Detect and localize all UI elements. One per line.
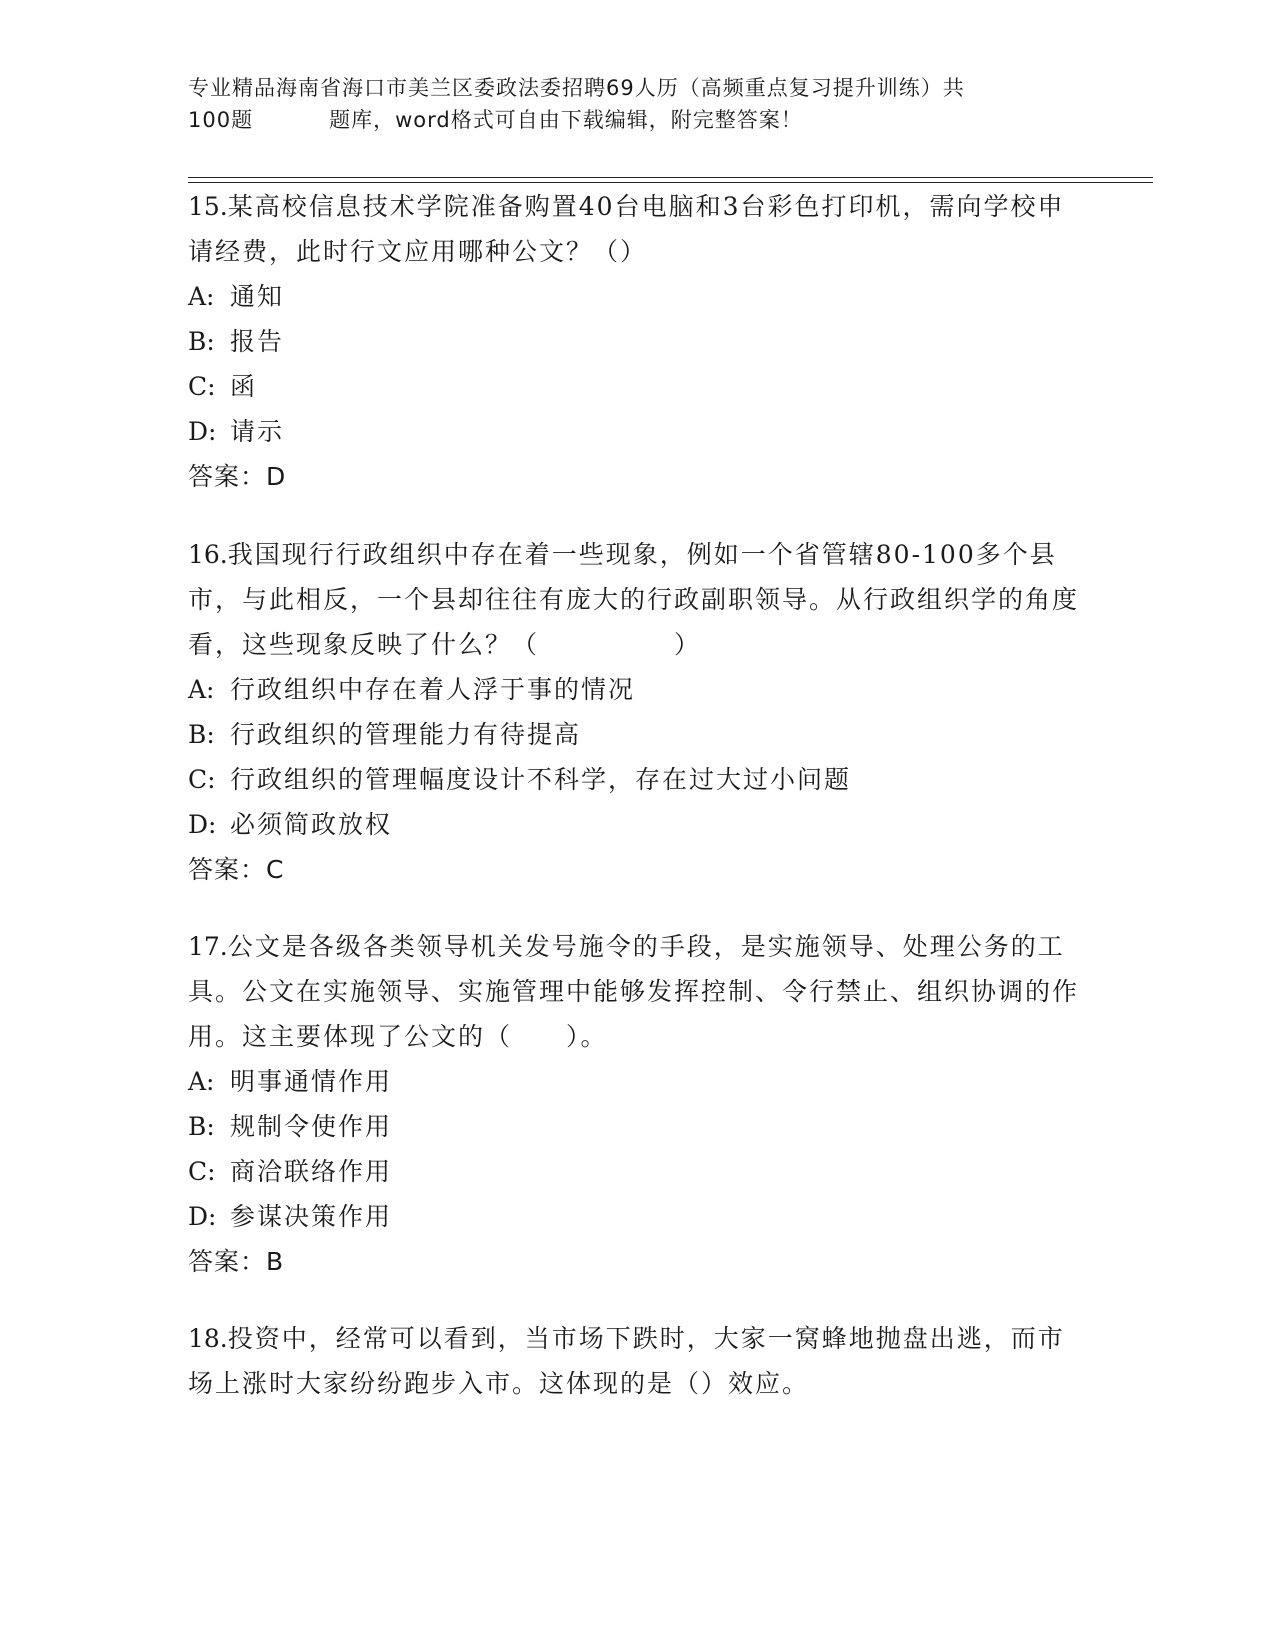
option-a xyxy=(188,667,1088,712)
option-c xyxy=(188,757,1088,802)
option-text: 行政组织中存在着人浮于事的情况 xyxy=(230,675,636,704)
answer: 答案：D xyxy=(188,462,287,491)
option-key: B: xyxy=(188,327,215,356)
question-15 xyxy=(188,184,1088,499)
option-d xyxy=(188,802,1088,847)
option-a xyxy=(188,274,1088,319)
question-number: 18. xyxy=(188,1324,228,1353)
option-text: 规制令使作用 xyxy=(230,1112,393,1141)
option-text: 请示 xyxy=(230,417,285,446)
header-question-count: 100题 xyxy=(188,108,254,132)
question-body: 公文是各级各类领导机关发号施令的手段，是实施领导、处理公务的工具。公文在实施领导、实施管理中能够发挥控制、令行禁止、组织协调的作用。这主要体现了公文的（ ）。 xyxy=(188,932,1080,1051)
option-key: C: xyxy=(188,1157,216,1186)
header-divider-top xyxy=(188,177,1153,178)
option-key: A: xyxy=(188,282,215,311)
question-text xyxy=(188,924,1088,1059)
option-b xyxy=(188,319,1088,364)
answer: 答案：B xyxy=(188,1247,285,1276)
option-d xyxy=(188,1194,1088,1239)
option-key: C: xyxy=(188,765,216,794)
option-key: D: xyxy=(188,1202,217,1231)
option-text: 行政组织的管理幅度设计不科学，存在过大过小问题 xyxy=(230,765,852,794)
question-18 xyxy=(188,1316,1088,1406)
option-text: 通知 xyxy=(230,282,285,311)
question-17 xyxy=(188,924,1088,1284)
option-text: 函 xyxy=(230,372,258,401)
question-body: 我国现行行政组织中存在着一些现象，例如一个省管辖80-100多个县市，与此相反，一个县却往往有庞大的行政副职领导。从行政组织学的角度看，这些现象反映了什么？（ ） xyxy=(188,540,1080,659)
question-number: 16. xyxy=(188,540,228,569)
option-text: 商洽联络作用 xyxy=(230,1157,393,1186)
header-title-line-2 xyxy=(188,104,1088,136)
option-key: B: xyxy=(188,720,215,749)
question-text xyxy=(188,184,1088,274)
question-body: 某高校信息技术学院准备购置40台电脑和3台彩色打印机，需向学校申请经费，此时行文应用哪种公文？（） xyxy=(188,192,1065,266)
option-key: A: xyxy=(188,1067,215,1096)
option-key: A: xyxy=(188,675,215,704)
option-c xyxy=(188,364,1088,409)
header-subtitle: 题库，word格式可自由下载编辑，附完整答案！ xyxy=(329,108,803,132)
option-text: 行政组织的管理能力有待提高 xyxy=(230,720,582,749)
question-number: 17. xyxy=(188,932,228,961)
option-a xyxy=(188,1059,1088,1104)
option-text: 明事通情作用 xyxy=(230,1067,393,1096)
option-key: D: xyxy=(188,417,217,446)
option-key: D: xyxy=(188,810,217,839)
option-key: C: xyxy=(188,372,216,401)
question-text xyxy=(188,532,1088,667)
option-d xyxy=(188,409,1088,454)
option-text: 必须简政放权 xyxy=(230,810,393,839)
option-text: 报告 xyxy=(230,327,285,356)
option-b xyxy=(188,1104,1088,1149)
question-body: 投资中，经常可以看到，当市场下跌时，大家一窝蜂地抛盘出逃，而市场上涨时大家纷纷跑步入市。这体现的是（）效应。 xyxy=(188,1324,1065,1398)
option-b xyxy=(188,712,1088,757)
question-16 xyxy=(188,532,1088,892)
answer: 答案：C xyxy=(188,855,285,884)
header-title-line-1: 专业精品海南省海口市美兰区委政法委招聘69人历（高频重点复习提升训练）共 xyxy=(188,76,965,100)
option-text: 参谋决策作用 xyxy=(230,1202,393,1231)
document-header xyxy=(188,72,1088,136)
question-text xyxy=(188,1316,1088,1406)
header-divider-bottom xyxy=(188,182,1153,183)
option-key: B: xyxy=(188,1112,215,1141)
option-c xyxy=(188,1149,1088,1194)
question-number: 15. xyxy=(188,192,228,221)
